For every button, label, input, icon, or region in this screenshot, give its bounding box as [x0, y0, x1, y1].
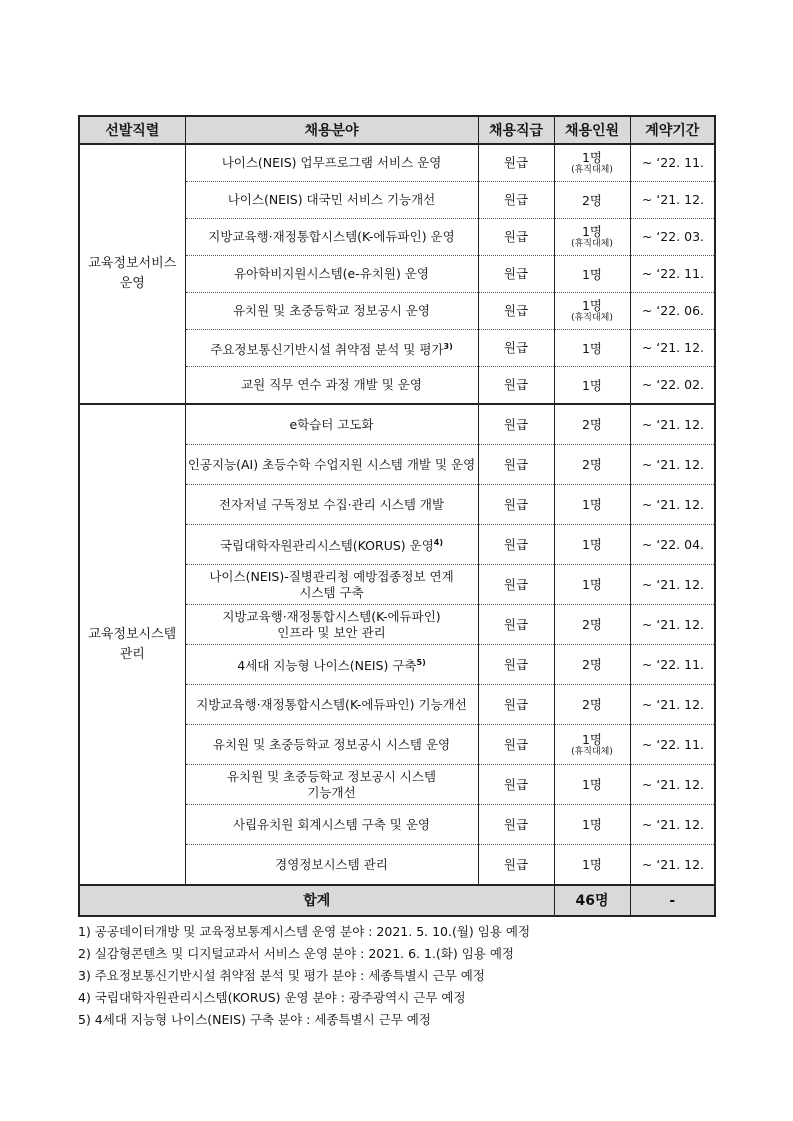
count-cell: [554, 525, 630, 565]
footnote-item: 4) 국립대학자원관리시스템(KORUS) 운영 분야 : 광주광역시 근무 예정: [78, 990, 466, 1005]
field-text: 지방교육행·재정통합시스템(K-에듀파인) 기능개선: [196, 696, 467, 712]
grade-cell: 원급: [478, 182, 554, 219]
footnote-item: 2) 실감형콘텐츠 및 디지털교과서 서비스 운영 분야 : 2021. 6. 1.(화) 임용 예정: [78, 946, 514, 961]
term-cell: ~ ‘22. 11.: [630, 645, 715, 685]
total-count: 46명: [554, 885, 630, 916]
footnote-item: 1) 공공데이터개방 및 교육정보통계시스템 운영 분야 : 2021. 5. 10.(월) 임용 예정: [78, 924, 531, 939]
field-text: 4세대 지능형 나이스(NEIS) 구축: [237, 658, 417, 673]
grade-cell: 원급: [478, 144, 554, 182]
field-cell: [185, 845, 478, 886]
field-cell: [185, 805, 478, 845]
count-cell: [554, 645, 630, 685]
field-text: 나이스(NEIS) 대국민 서비스 기능개선: [227, 192, 436, 207]
count-value: 2명: [581, 617, 603, 632]
field-text: 나이스(NEIS)-질병관리청 예방접종정보 연계: [209, 568, 454, 584]
count-value: 1명: [581, 150, 603, 165]
grade-cell: 원급: [478, 765, 554, 805]
grade-cell: 원급: [478, 293, 554, 330]
total-label: 합계: [79, 885, 554, 916]
grade-cell: 원급: [478, 330, 554, 367]
footnote-ref: 5): [416, 658, 426, 667]
grade-cell: 원급: [478, 845, 554, 886]
category-line: 운영: [119, 276, 145, 291]
field-cell: [185, 367, 478, 405]
field-cell: [185, 330, 478, 367]
grade-cell: 원급: [478, 404, 554, 445]
count-value: 2명: [581, 457, 603, 472]
document-page: [78, 115, 714, 1031]
count-value: 1명: [581, 537, 603, 552]
field-cell: [185, 293, 478, 330]
field-cell: [185, 485, 478, 525]
count-cell: [554, 765, 630, 805]
field-cell: [185, 525, 478, 565]
grade-cell: 원급: [478, 485, 554, 525]
category-cell: [79, 404, 185, 885]
table-header-row: [79, 116, 715, 144]
field-text-line2: 인프라 및 보안 관리: [277, 624, 386, 640]
term-cell: ~ ‘22. 11.: [630, 256, 715, 293]
field-cell: [185, 765, 478, 805]
count-value: 1명: [581, 497, 603, 512]
grade-cell: 원급: [478, 219, 554, 256]
total-row: [79, 885, 715, 916]
grade-cell: 원급: [478, 605, 554, 645]
field-cell: [185, 256, 478, 293]
term-cell: ~ ‘21. 12.: [630, 765, 715, 805]
grade-cell: 원급: [478, 565, 554, 605]
count-cell: [554, 685, 630, 725]
count-value: 1명: [581, 817, 603, 832]
field-text: 전자저널 구독정보 수집·관리 시스템 개발: [218, 496, 445, 512]
grade-cell: 원급: [478, 725, 554, 765]
category-line: 교육정보서비스: [88, 256, 177, 271]
count-cell: [554, 367, 630, 405]
header-count: 채용인원: [554, 116, 630, 144]
count-cell: [554, 485, 630, 525]
footnote-ref: 4): [433, 538, 444, 547]
count-value: 1명: [581, 266, 603, 282]
field-cell: [185, 219, 478, 256]
term-cell: ~ ‘21. 12.: [630, 605, 715, 645]
count-cell: [554, 845, 630, 886]
term-cell: ~ ‘21. 12.: [630, 182, 715, 219]
category-cell: [79, 144, 185, 404]
count-cell: [554, 330, 630, 367]
category-line: 관리: [119, 646, 145, 662]
term-cell: ~ ‘22. 02.: [630, 367, 715, 405]
count-cell: [554, 219, 630, 256]
count-cell: [554, 256, 630, 293]
category-line: 교육정보시스템: [88, 626, 177, 642]
count-cell: [554, 565, 630, 605]
header-position: 선발직렬: [79, 116, 185, 144]
term-cell: ~ ‘21. 12.: [630, 805, 715, 845]
term-cell: ~ ‘21. 12.: [630, 685, 715, 725]
count-note: (휴직대체): [571, 313, 613, 323]
count-value: 1명: [581, 298, 603, 313]
field-text: 지방교육행·재정통합시스템(K-에듀파인): [222, 608, 441, 624]
count-value: 2명: [581, 657, 603, 672]
field-text: 경영정보시스템 관리: [275, 856, 388, 872]
grade-cell: 원급: [478, 805, 554, 845]
field-text: 유치원 및 초중등학교 정보공시 운영: [232, 303, 431, 318]
count-note: (휴직대체): [571, 239, 613, 249]
field-cell: [185, 605, 478, 645]
term-cell: ~ ‘21. 12.: [630, 330, 715, 367]
term-cell: ~ ‘22. 11.: [630, 144, 715, 182]
count-value: 1명: [581, 377, 603, 393]
field-text-line2: 시스템 구축: [299, 584, 364, 600]
count-value: 1명: [581, 340, 603, 356]
field-text: 교원 직무 연수 과정 개발 및 운영: [241, 377, 422, 392]
field-text: 국립대학자원관리시스템(KORUS) 운영: [219, 538, 434, 553]
hiring-table: [78, 115, 716, 917]
term-cell: ~ ‘22. 03.: [630, 219, 715, 256]
count-cell: [554, 404, 630, 445]
count-value: 2명: [581, 417, 603, 432]
count-note: (휴직대체): [571, 746, 613, 757]
table-row: [79, 404, 715, 445]
count-cell: [554, 605, 630, 645]
field-text: 유아학비지원시스템(e-유치원) 운영: [234, 266, 429, 281]
count-value: 2명: [581, 192, 603, 208]
field-text: 사립유치원 회계시스템 구축 및 운영: [232, 816, 431, 832]
count-cell: [554, 725, 630, 765]
field-text-line2: 기능개선: [307, 784, 356, 800]
count-value: 1명: [581, 577, 603, 592]
term-cell: ~ ‘21. 12.: [630, 845, 715, 886]
term-cell: ~ ‘21. 12.: [630, 445, 715, 485]
count-cell: [554, 445, 630, 485]
grade-cell: 원급: [478, 685, 554, 725]
field-cell: [185, 144, 478, 182]
count-value: 2명: [581, 697, 603, 712]
header-field: 채용분야: [185, 116, 478, 144]
field-cell: [185, 645, 478, 685]
term-cell: ~ ‘21. 12.: [630, 565, 715, 605]
field-text: 인공지능(AI) 초등수학 수업지원 시스템 개발 및 운영: [187, 456, 476, 472]
term-cell: ~ ‘21. 12.: [630, 404, 715, 445]
footnotes: [78, 921, 714, 1031]
field-cell: [185, 685, 478, 725]
field-text: 지방교육행·재정통합시스템(K-에듀파인) 운영: [208, 229, 455, 244]
field-cell: [185, 725, 478, 765]
grade-cell: 원급: [478, 645, 554, 685]
count-note: (휴직대체): [571, 165, 613, 175]
field-cell: [185, 182, 478, 219]
term-cell: ~ ‘22. 11.: [630, 725, 715, 765]
footnote-ref: 3): [443, 341, 453, 351]
term-cell: ~ ‘22. 04.: [630, 525, 715, 565]
field-text: 유치원 및 초중등학교 정보공시 시스템 운영: [212, 736, 451, 752]
count-value: 1명: [581, 777, 603, 792]
count-cell: [554, 805, 630, 845]
total-term: -: [630, 885, 715, 916]
grade-cell: 원급: [478, 445, 554, 485]
term-cell: ~ ‘21. 12.: [630, 485, 715, 525]
footnote-item: 3) 주요정보통신기반시설 취약점 분석 및 평가 분야 : 세종특별시 근무 예정: [78, 968, 485, 983]
field-text: 주요정보통신기반시설 취약점 분석 및 평가: [210, 341, 444, 357]
header-term: 계약기간: [630, 116, 715, 144]
count-cell: [554, 182, 630, 219]
count-value: 1명: [581, 224, 603, 239]
table-row: [79, 144, 715, 182]
footnote-item: 5) 4세대 지능형 나이스(NEIS) 구축 분야 : 세종특별시 근무 예정: [78, 1012, 431, 1027]
grade-cell: 원급: [478, 525, 554, 565]
field-cell: [185, 445, 478, 485]
field-cell: [185, 565, 478, 605]
table-body: [79, 144, 715, 885]
grade-cell: 원급: [478, 256, 554, 293]
count-cell: [554, 293, 630, 330]
header-grade: 채용직급: [478, 116, 554, 144]
field-text: e학습터 고도화: [289, 416, 374, 432]
field-cell: [185, 404, 478, 445]
field-text: 유치원 및 초중등학교 정보공시 시스템: [226, 768, 437, 784]
term-cell: ~ ‘22. 06.: [630, 293, 715, 330]
count-value: 1명: [581, 731, 603, 747]
count-value: 1명: [581, 857, 603, 872]
field-text: 나이스(NEIS) 업무프로그램 서비스 운영: [221, 155, 442, 170]
grade-cell: 원급: [478, 367, 554, 405]
count-cell: [554, 144, 630, 182]
